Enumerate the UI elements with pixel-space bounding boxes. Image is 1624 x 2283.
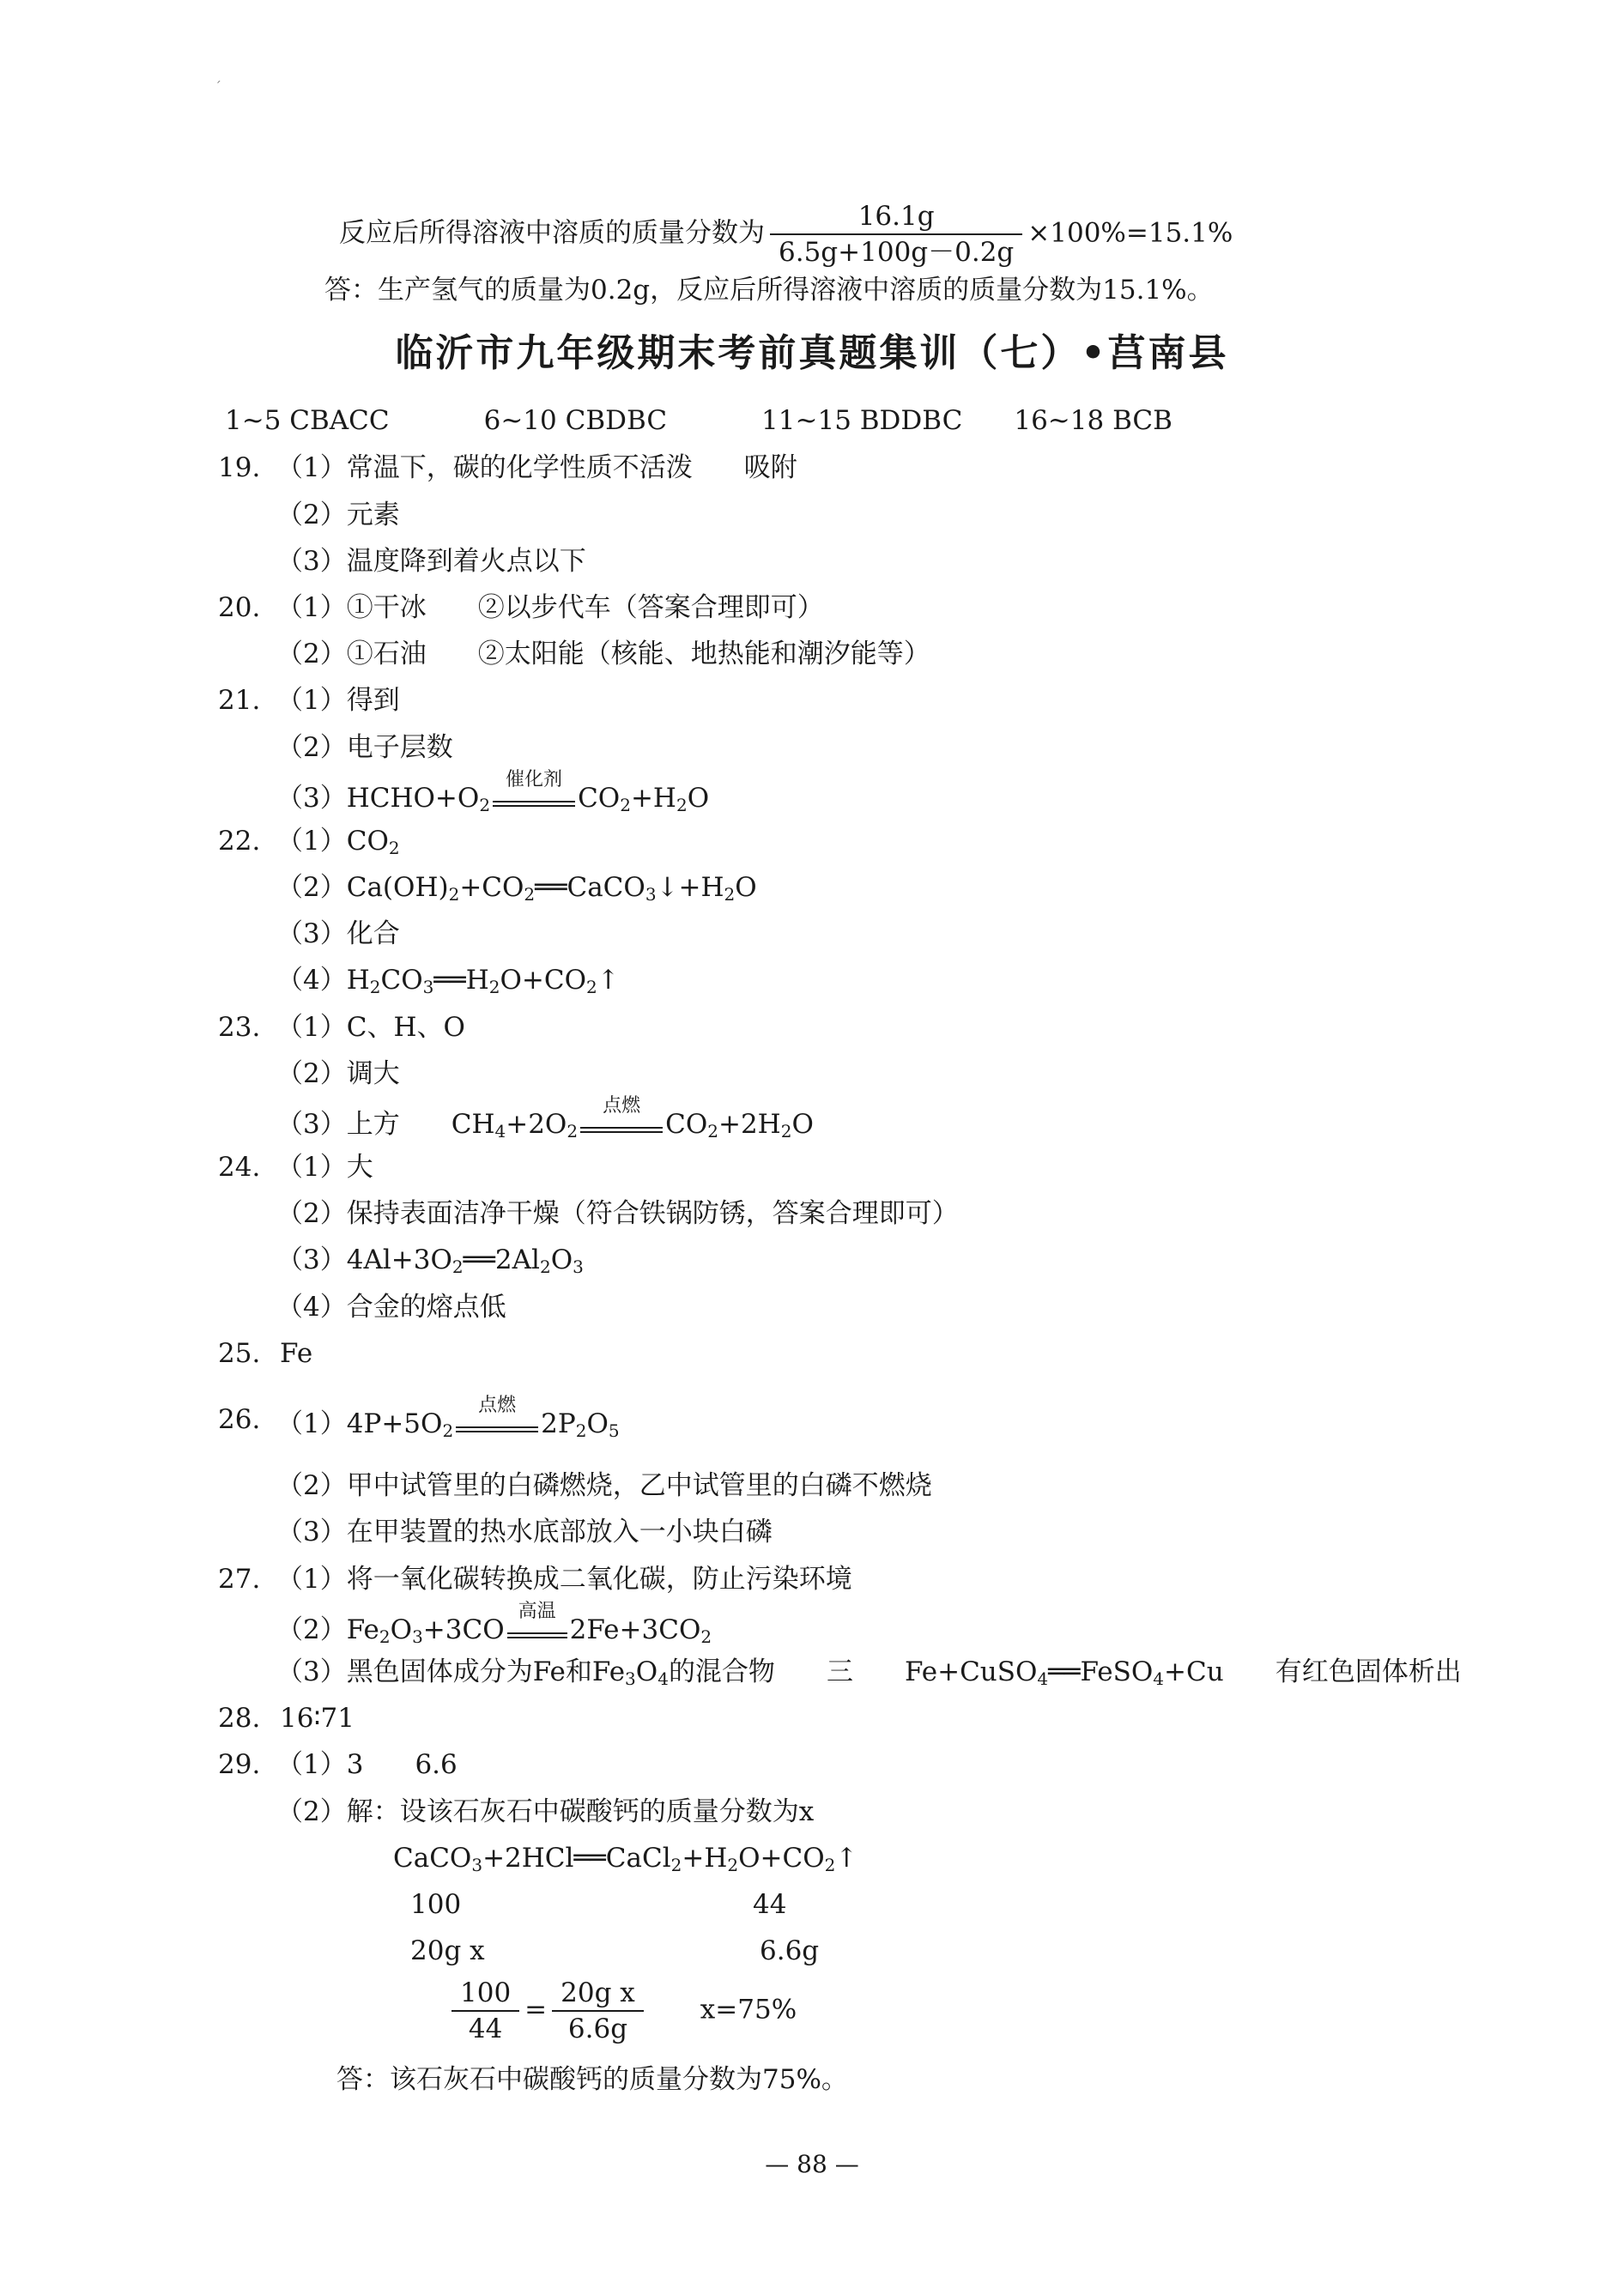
q19-answer-1: （1）常温下，碳的化学性质不活泼	[276, 452, 693, 483]
intro-line-1	[339, 199, 1233, 269]
reaction-condition: 高温	[507, 1608, 567, 1638]
intro-answer: 答：生产氢气的质量为0.2g，反应后所得溶液中溶质的质量分数为15.1%。	[324, 275, 1214, 306]
proportion-right: $\frac{\text{20g x}}{6.6g}$	[552, 1976, 644, 2046]
question-number: 27.	[218, 1564, 261, 1595]
page-number: — 88 —	[765, 2150, 859, 2178]
q19-answer-2: （2）元素	[276, 500, 400, 530]
q29-result: x=75%	[700, 1994, 797, 2026]
question-number: 29.	[218, 1749, 261, 1780]
q24-answer-2: （2）保持表面洁净干燥（符合铁锅防锈，答案合理即可）	[276, 1198, 959, 1229]
question-number: 24.	[218, 1152, 261, 1183]
q21-answer-1: （1）得到	[276, 685, 400, 716]
question-number: 19.	[218, 452, 261, 483]
section-title: 临沂市九年级期末考前真题集训（七）•莒南县	[395, 331, 1229, 375]
q29-answer-1b: 6.6	[415, 1749, 458, 1780]
q27-answer-3d: 有红色固体析出	[1275, 1656, 1462, 1687]
intro-fraction	[770, 199, 1022, 269]
q27-answer-2: $(2)Fe_2O_3+3CO$ 高温 $2Fe+3CO_2$	[276, 1601, 712, 1647]
q26-answer-2: （2）甲中试管里的白磷燃烧，乙中试管里的白磷不燃烧	[276, 1470, 932, 1501]
reaction-condition: 点燃	[580, 1103, 663, 1133]
q29-equation: $CaCO_3+2HCl══CaCl_2+H_2O+CO_2↑$	[393, 1843, 858, 1875]
q21-answer-3: $(3)HCHO+O_2$ 催化剂 $CO_2+H_2O$	[276, 769, 710, 815]
q22-answer-4: $(4)H_2CO_3══H_2O+CO_2↑$	[276, 965, 620, 997]
q22-answer-2: $(2)Ca(OH)_2+CO_2══CaCO_3↓+H_2O$	[276, 872, 757, 905]
question-number: 22.	[218, 826, 261, 857]
mc-answers	[225, 403, 1173, 438]
mc-group-3: 11~15 BDDBC	[761, 405, 963, 436]
question-number: 26.	[218, 1404, 261, 1435]
q29-molar-2: 44	[753, 1889, 787, 1920]
q29-mass-1: 20g x	[410, 1935, 485, 1966]
question-number: 20.	[218, 592, 261, 623]
reaction-condition: 催化剂	[493, 777, 575, 807]
q19-answer-3: （3）温度降到着火点以下	[276, 546, 586, 577]
q20-answer-1: （1）①干冰	[276, 592, 427, 623]
q27-equation: Fe+CuSO$_4$══FeSO$_4$+Cu	[904, 1656, 1224, 1689]
mc-group-2: 6~10 CBDBC	[483, 405, 668, 436]
q28-answer-1: 16∶71	[280, 1703, 354, 1734]
q19-answer-1b: 吸附	[743, 452, 797, 483]
q26-answer-1: $(1)4P+5O_2$ 点燃 $2P_2O_5$	[276, 1395, 620, 1441]
q29-molar-1: 100	[410, 1889, 462, 1920]
q22-answer-3: （3）化合	[276, 918, 400, 949]
q26-answer-3: （3）在甲装置的热水底部放入一小块白磷	[276, 1517, 773, 1547]
q27-answer-1: （1）将一氧化碳转换成二氧化碳，防止污染环境	[276, 1564, 852, 1595]
q21-answer-2: （2）电子层数	[276, 732, 453, 763]
scan-mark: ˊ	[215, 79, 221, 95]
q23-answer-2: （2）调大	[276, 1058, 400, 1089]
q23-answer-1: （1）C、H、O	[276, 1012, 465, 1043]
q20-answer-2: （2）①石油	[276, 639, 427, 669]
intro-percent: ×100%=15.1%	[1027, 217, 1233, 249]
question-number: 23.	[218, 1012, 261, 1043]
intro-text: 反应后所得溶液中溶质的质量分数为	[339, 217, 765, 249]
q23-answer-3: （3）上方 $CH_4+2O_2$ 点燃 $CO_2+2H_2O$	[276, 1095, 814, 1142]
q20-answer-2b: ②太阳能（核能、地热能和潮汐能等）	[477, 639, 930, 669]
proportion-left: $\frac{100}{44}$	[451, 1976, 519, 2046]
question-number: 28.	[218, 1703, 261, 1734]
q24-answer-4: （4）合金的熔点低	[276, 1292, 506, 1323]
q24-answer-3: $(3)4Al+3O_2══2Al_2O_3$	[276, 1244, 584, 1277]
q24-answer-1: （1）大	[276, 1152, 373, 1183]
q29-proportion: $\frac{100}{44}$ = $\frac{\text{20g x}}{6.6g}$ x=75%	[446, 1976, 797, 2046]
q25-answer-1: Fe	[280, 1338, 313, 1369]
question-number: 25.	[218, 1338, 261, 1369]
mc-group-1: 1~5 CBACC	[225, 405, 390, 436]
reaction-condition: 点燃	[456, 1402, 538, 1432]
fraction-denominator: 6.5g+100g－0.2g	[779, 237, 1015, 268]
q20-answer-1b: ②以步代车（答案合理即可）	[477, 592, 824, 623]
q27-answer-3b: 三	[826, 1656, 853, 1687]
q29-answer-1: （1）3	[276, 1749, 364, 1780]
question-number: 21.	[218, 685, 261, 716]
q22-answer-1: $(1)CO_2$	[276, 826, 400, 858]
q29-answer-2: （2）解：设该石灰石中碳酸钙的质量分数为x	[276, 1796, 815, 1827]
q20-row-2	[276, 637, 930, 671]
fraction-numerator: 16.1g	[770, 199, 1022, 235]
q29-mass-2: 6.6g	[760, 1935, 820, 1966]
mc-group-4: 16~18 BCB	[1014, 405, 1173, 436]
q29-final-answer: 答：该石灰石中碳酸钙的质量分数为75%。	[336, 2064, 848, 2095]
q27-answer-3: （3）黑色固体成分为Fe和$Fe_3O_4$的混合物 三 Fe+CuSO$_4$══FeSO$_4$+Cu 有红色固体析出	[276, 1656, 1462, 1689]
